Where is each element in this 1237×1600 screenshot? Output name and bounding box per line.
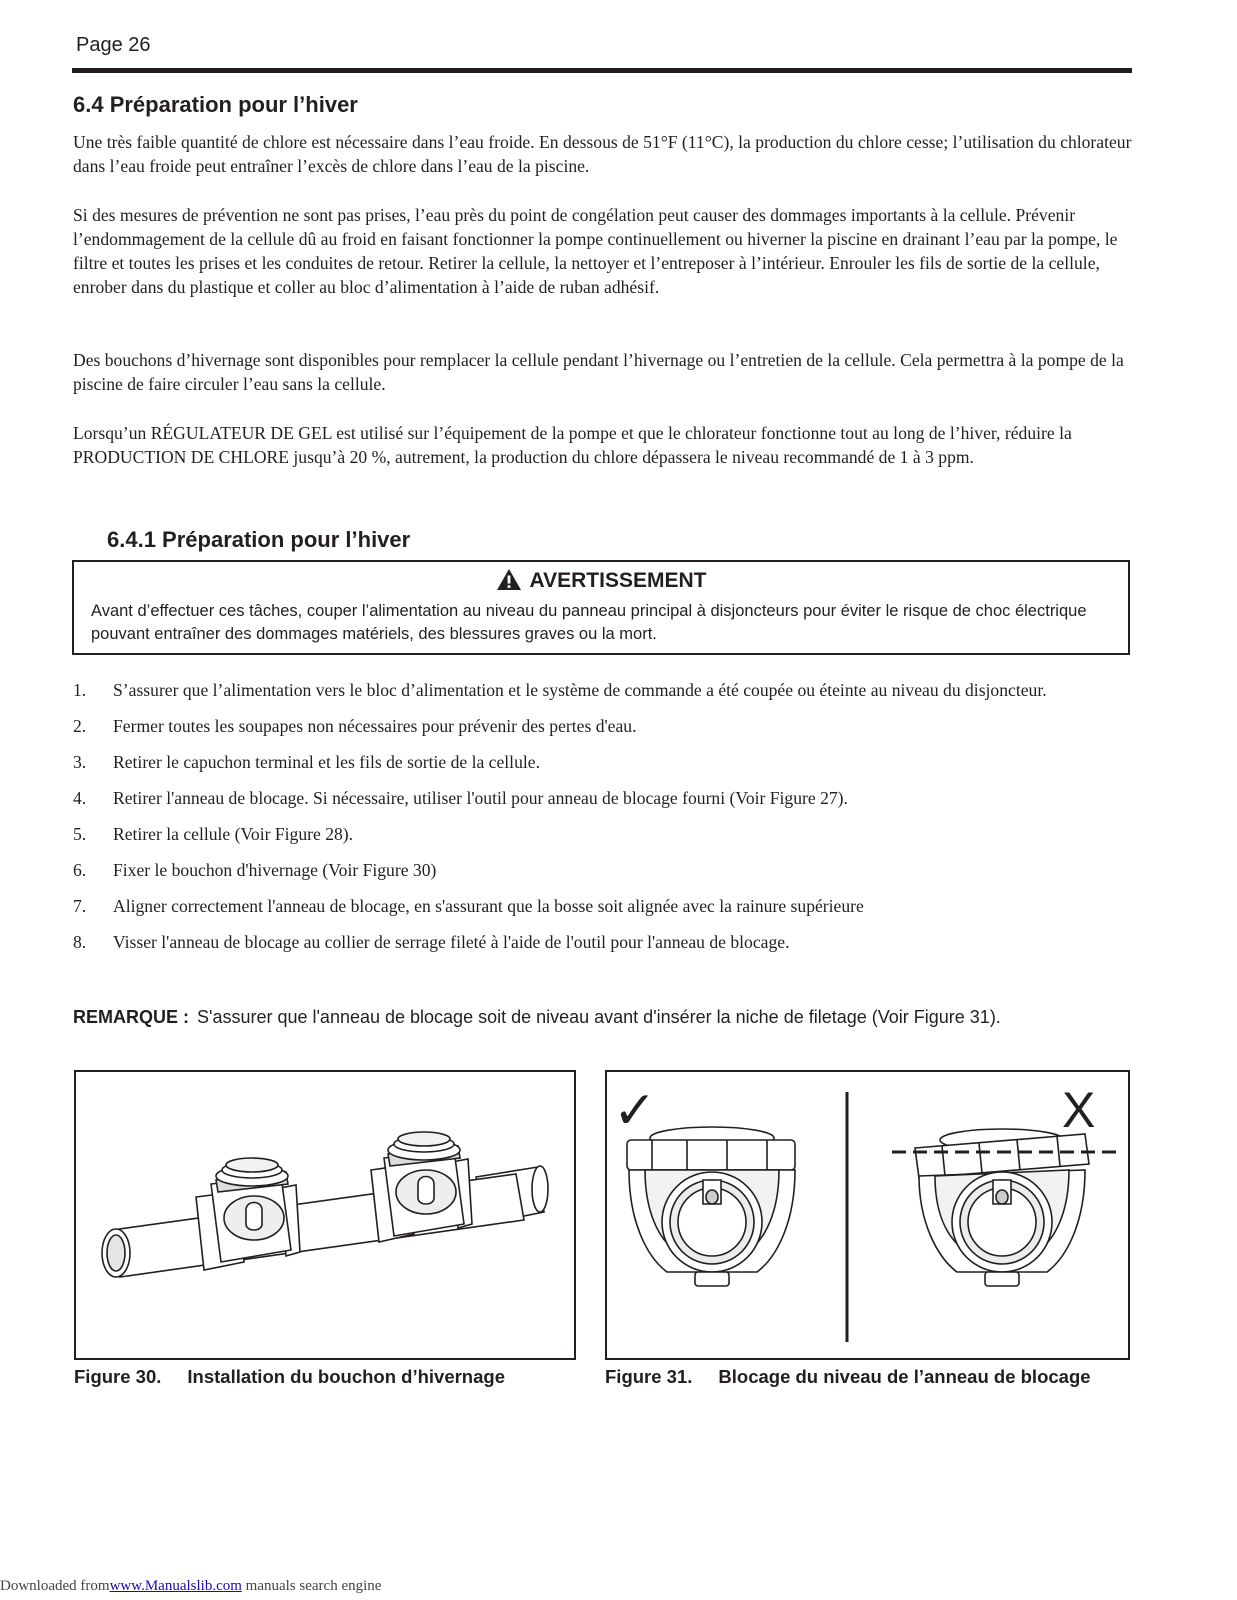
figure-31-title: Blocage du niveau de l’anneau de blocage <box>718 1366 1091 1387</box>
step-number: 5. <box>73 824 87 844</box>
list-item <box>73 786 1133 810</box>
paragraph-winter-plugs: Des bouchons d’hivernage sont disponibles pour remplacer la cellule pendant l’hivernage ou l’entretien de la cellule. Cela permettra à la pompe de la piscine de faire circuler l’eau sans la cellule. <box>73 350 1124 394</box>
check-mark-icon: ✓ <box>613 1081 657 1141</box>
step-text: Fixer le bouchon d'hivernage (Voir Figure 30) <box>113 860 437 880</box>
step-text: Aligner correctement l'anneau de blocage, en s'assurant que la bosse soit alignée avec la rainure supérieure <box>113 896 864 916</box>
page-number: Page 26 <box>76 34 151 56</box>
footer-suffix: manuals search engine <box>245 1578 382 1594</box>
step-text: Retirer l'anneau de blocage. Si nécessaire, utiliser l'outil pour anneau de blocage fourni (Voir Figure 27). <box>113 788 848 808</box>
remarque-label: REMARQUE : <box>73 1007 189 1027</box>
list-item <box>73 930 1133 954</box>
step-number: 7. <box>73 896 87 916</box>
section-title: 6.4 Préparation pour l’hiver <box>73 92 358 117</box>
step-text: Retirer la cellule (Voir Figure 28). <box>113 824 354 844</box>
list-item <box>73 750 1133 774</box>
figure-30-title: Installation du bouchon d’hivernage <box>187 1366 505 1387</box>
step-number: 3. <box>73 752 87 772</box>
locking-ring-level-illustration <box>607 1072 1128 1358</box>
header-rule <box>72 68 1132 73</box>
step-text: Visser l'anneau de blocage au collier de serrage fileté à l'aide de l'outil pour l'anneau de blocage. <box>113 932 790 952</box>
list-item <box>73 678 1133 702</box>
step-number: 1. <box>73 680 87 700</box>
warning-triangle-icon <box>496 568 522 591</box>
figure-31-caption <box>605 1366 1091 1388</box>
step-number: 8. <box>73 932 87 952</box>
warning-heading-text: AVERTISSEMENT <box>529 569 707 592</box>
warning-heading <box>74 568 1128 593</box>
step-number: 6. <box>73 860 87 880</box>
subsection-title: 6.4.1 Préparation pour l’hiver <box>107 527 411 552</box>
paragraph-cold-water: Une très faible quantité de chlore est nécessaire dans l’eau froide. En dessous de 51°F (11°C), la production du chlore cesse; l’utilisation du chlorateur dans l’eau froide peut entraîner l’excès de chlore dans l’eau de la piscine. <box>73 132 1132 176</box>
step-text: Fermer toutes les soupapes non nécessaires pour prévenir des pertes d'eau. <box>113 716 637 736</box>
figure-30-frame <box>74 1070 576 1360</box>
steps-list <box>73 678 1133 966</box>
warning-text: Avant d’effectuer ces tâches, couper l’alimentation au niveau du panneau principal à disjoncteurs pour éviter le risque de choc électrique pouvant entraîner des dommages matériels, des blessures graves ou la mort. <box>91 602 1087 643</box>
list-item <box>73 822 1133 846</box>
list-item <box>73 894 1133 918</box>
figure-30-label: Figure 30. <box>74 1366 162 1387</box>
list-item <box>73 714 1133 738</box>
footer-prefix: Downloaded from <box>0 1578 110 1594</box>
cross-mark-icon: X <box>1062 1082 1096 1138</box>
figure-31-label: Figure 31. <box>605 1366 693 1387</box>
figure-30-caption <box>74 1366 505 1388</box>
winterizing-plug-illustration <box>76 1072 574 1358</box>
paragraph-freeze-regulator: Lorsqu’un RÉGULATEUR DE GEL est utilisé sur l’équipement de la pompe et que le chlorateur fonctionne tout au long de l’hiver, réduire la PRODUCTION DE CHLORE jusqu’à 20 %, autrement, la production du chlore dépassera le niveau recommandé de 1 à 3 ppm. <box>73 423 1072 467</box>
step-text: Retirer le capuchon terminal et les fils de sortie de la cellule. <box>113 752 540 772</box>
list-item <box>73 858 1133 882</box>
download-footer <box>0 1578 381 1595</box>
paragraph-freeze-prevention: Si des mesures de prévention ne sont pas prises, l’eau près du point de congélation peut causer des dommages importants à la cellule. Prévenir l’endommagement de la cellule dû au froid en faisant fonctionner la pompe continuellement ou hiverner la piscine en drainant l’eau par la pompe, le filtre et toutes les prises et les conduites de retour. Retirer la cellule, la nettoyer et l’entreposer à l’intérieur. Enrouler les fils de sortie de la cellule, enrober dans du plastique et coller au bloc d’alimentation à l’aide de ruban adhésif. <box>73 205 1118 297</box>
step-number: 2. <box>73 716 87 736</box>
remarque-note <box>73 1007 1153 1028</box>
step-text: S’assurer que l’alimentation vers le bloc d’alimentation et le système de commande a été coupée ou éteinte au niveau du disjoncteur. <box>113 680 1047 700</box>
warning-box <box>72 560 1130 655</box>
step-number: 4. <box>73 788 87 808</box>
remarque-text: S'assurer que l'anneau de blocage soit de niveau avant d'insérer la niche de filetage (Voir Figure 31). <box>197 1007 1001 1027</box>
figure-31-frame <box>605 1070 1130 1360</box>
manualslib-link[interactable]: www.Manualslib.com <box>109 1578 242 1594</box>
